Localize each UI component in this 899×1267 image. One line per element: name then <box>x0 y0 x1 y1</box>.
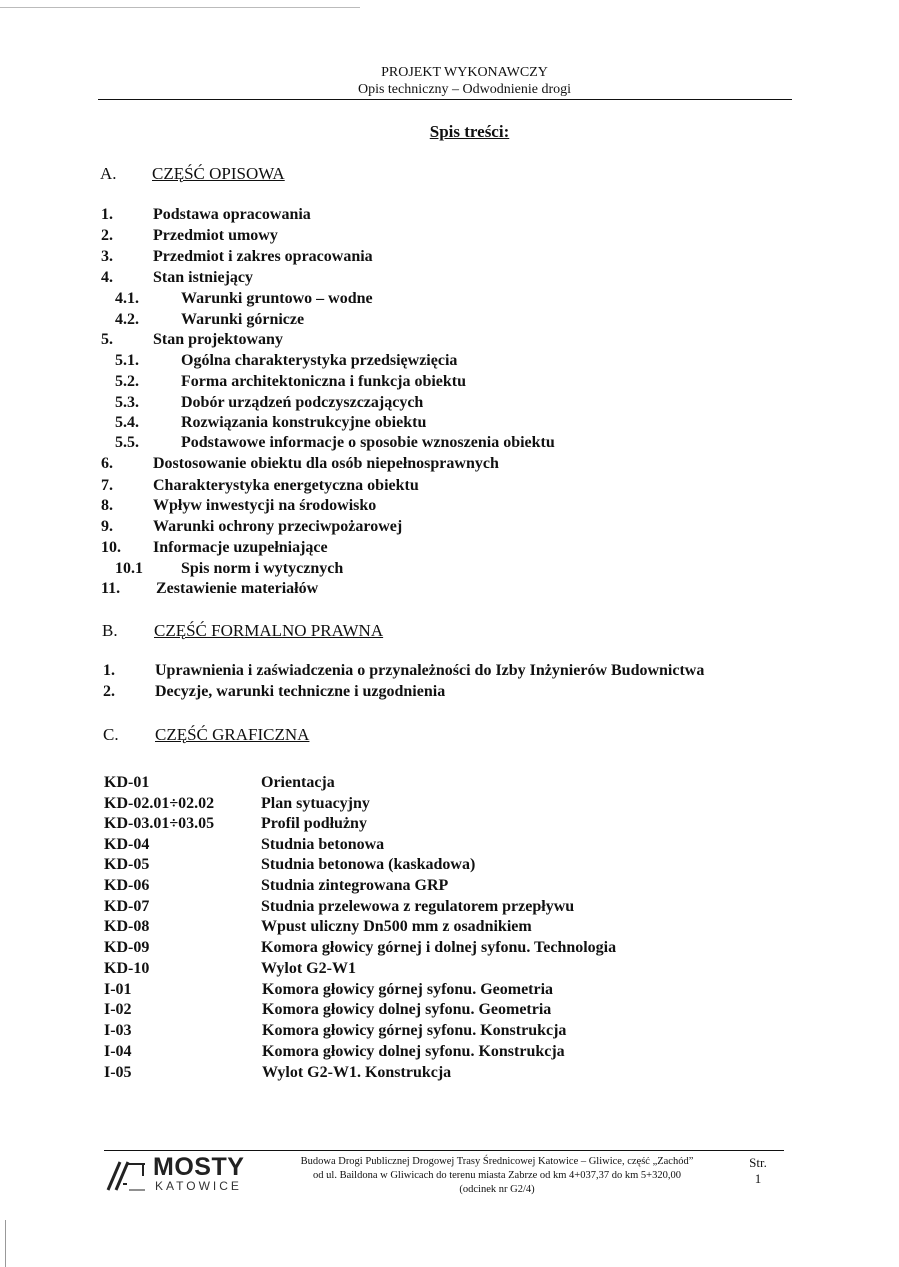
toc-item-text: Decyzje, warunki techniczne i uzgodnienia <box>155 683 446 700</box>
page-number: 1 <box>754 1171 762 1186</box>
toc-item-text: Warunki górnicze <box>181 311 305 328</box>
toc-item-number: 1. <box>103 662 115 679</box>
section-a-letter: A. <box>100 164 117 183</box>
drawing-title: Orientacja <box>261 774 335 791</box>
drawing-title: Wylot G2-W1. Konstrukcja <box>262 1064 452 1081</box>
toc-item-number: 9. <box>101 518 113 535</box>
toc-item-text: Ogólna charakterystyka przedsięwzięcia <box>181 352 458 369</box>
drawing-title: Studnia zintegrowana GRP <box>261 877 449 894</box>
drawing-code: KD-10 <box>104 960 150 977</box>
toc-item-text: Dostosowanie obiektu dla osób niepełnosprawnych <box>153 455 499 472</box>
toc-item-text: Wpływ inwestycji na środowisko <box>153 497 377 514</box>
toc-item-text: Zestawienie materiałów <box>156 580 319 597</box>
section-b-title: CZĘŚĆ FORMALNO PRAWNA <box>154 621 384 640</box>
toc-item-number: 3. <box>101 248 113 265</box>
drawing-title: Studnia przelewowa z regulatorem przepływu <box>261 898 575 915</box>
toc-item-text: Warunki gruntowo – wodne <box>181 290 373 307</box>
toc-item-text: Forma architektoniczna i funkcja obiektu <box>181 373 467 390</box>
drawing-code: I-05 <box>104 1064 132 1081</box>
drawing-title: Komora głowicy górnej syfonu. Konstrukcja <box>262 1022 567 1039</box>
toc-item-text: Przedmiot umowy <box>153 227 278 244</box>
logo-name: MOSTY <box>153 1153 245 1181</box>
toc-item-number: 7. <box>101 477 113 494</box>
drawing-title: Komora głowicy górnej i dolnej syfonu. Technologia <box>261 939 617 956</box>
mosty-logo-icon <box>105 1156 149 1194</box>
section-c-letter: C. <box>103 725 119 744</box>
section-a-heading <box>100 164 285 184</box>
page-number-block <box>745 1155 771 1187</box>
drawing-title: Studnia betonowa <box>261 836 385 853</box>
toc-item-number: 5.1. <box>115 352 139 369</box>
drawing-title: Komora głowicy dolnej syfonu. Konstrukcja <box>262 1043 565 1060</box>
toc-item-number: 6. <box>101 455 113 472</box>
footer-divider <box>104 1150 784 1151</box>
drawing-code: KD-09 <box>104 939 150 956</box>
drawing-code: KD-07 <box>104 898 150 915</box>
drawing-code: I-02 <box>104 1001 132 1018</box>
toc-item-number: 11. <box>101 580 121 597</box>
scan-artifact-line <box>0 7 360 8</box>
header-title: PROJEKT WYKONAWCZY <box>381 65 548 80</box>
drawing-title: Komora głowicy górnej syfonu. Geometria <box>262 981 554 998</box>
section-c-title: CZĘŚĆ GRAFICZNA <box>155 725 310 744</box>
toc-item-number: 4.1. <box>115 290 139 307</box>
toc-item-text: Podstawowe informacje o sposobie wznoszenia obiektu <box>181 434 555 451</box>
toc-item-text: Stan istniejący <box>153 269 253 286</box>
drawing-code: KD-02.01÷02.02 <box>104 795 215 812</box>
toc-item-text: Przedmiot i zakres opracowania <box>153 248 373 265</box>
section-b-heading <box>102 621 383 641</box>
footer-line-2: od ul. Baildona w Gliwicach do terenu miasta Zabrze od km 4+037,37 do km 5+320,00 <box>313 1170 681 1181</box>
drawing-code: KD-03.01÷03.05 <box>104 815 215 832</box>
toc-title: Spis treści: <box>429 122 510 141</box>
footer-line-1: Budowa Drogi Publicznej Drogowej Trasy Średnicowej Katowice – Gliwice, część „Zachód” <box>300 1156 694 1167</box>
header-divider <box>98 99 792 100</box>
toc-item-number: 2. <box>101 227 113 244</box>
toc-item-number: 2. <box>103 683 115 700</box>
footer-project-description <box>262 1155 732 1197</box>
drawing-title: Komora głowicy dolnej syfonu. Geometria <box>262 1001 552 1018</box>
toc-item-number: 5.4. <box>115 414 139 431</box>
toc-item-number: 5.5. <box>115 434 139 451</box>
toc-item-text: Uprawnienia i zaświadczenia o przynależności do Izby Inżynierów Budownictwa <box>155 662 705 679</box>
toc-item-number: 10. <box>101 539 121 556</box>
toc-item-number: 4.2. <box>115 311 139 328</box>
toc-item-number: 5.3. <box>115 394 139 411</box>
toc-item-number: 4. <box>101 269 113 286</box>
drawing-code: KD-01 <box>104 774 150 791</box>
toc-item-text: Dobór urządzeń podczyszczających <box>181 394 424 411</box>
toc-item-number: 5.2. <box>115 373 139 390</box>
drawing-title: Wylot G2-W1 <box>261 960 356 977</box>
drawing-title: Plan sytuacyjny <box>261 795 370 812</box>
drawing-code: I-01 <box>104 981 132 998</box>
drawing-title: Wpust uliczny Dn500 mm z osadnikiem <box>261 918 532 935</box>
section-a-title: CZĘŚĆ OPISOWA <box>152 164 285 183</box>
toc-item-text: Spis norm i wytycznych <box>181 560 344 577</box>
header-subtitle: Opis techniczny – Odwodnienie drogi <box>357 82 572 97</box>
drawing-code: I-04 <box>104 1043 132 1060</box>
toc-item-text: Informacje uzupełniające <box>153 539 328 556</box>
scan-artifact-edge <box>5 1220 6 1267</box>
section-b-letter: B. <box>102 621 118 640</box>
toc-item-number: 10.1 <box>115 560 143 577</box>
page-label: Str. <box>749 1155 767 1170</box>
toc-item-text: Podstawa opracowania <box>153 206 311 223</box>
drawing-code: I-03 <box>104 1022 132 1039</box>
drawing-title: Profil podłużny <box>261 815 367 832</box>
toc-item-number: 8. <box>101 497 113 514</box>
drawing-code: KD-05 <box>104 856 150 873</box>
toc-item-text: Warunki ochrony przeciwpożarowej <box>153 518 403 535</box>
drawing-code: KD-08 <box>104 918 150 935</box>
drawing-title: Studnia betonowa (kaskadowa) <box>261 856 476 873</box>
toc-item-text: Charakterystyka energetyczna obiektu <box>153 477 419 494</box>
drawing-code: KD-06 <box>104 877 150 894</box>
logo-subtitle: KATOWICE <box>155 1179 242 1193</box>
section-c-heading <box>103 725 309 745</box>
footer-line-3: (odcinek nr G2/4) <box>459 1184 535 1195</box>
toc-item-text: Stan projektowany <box>153 331 283 348</box>
toc-item-number: 5. <box>101 331 113 348</box>
toc-item-text: Rozwiązania konstrukcyjne obiektu <box>181 414 427 431</box>
toc-item-number: 1. <box>101 206 113 223</box>
drawing-code: KD-04 <box>104 836 150 853</box>
